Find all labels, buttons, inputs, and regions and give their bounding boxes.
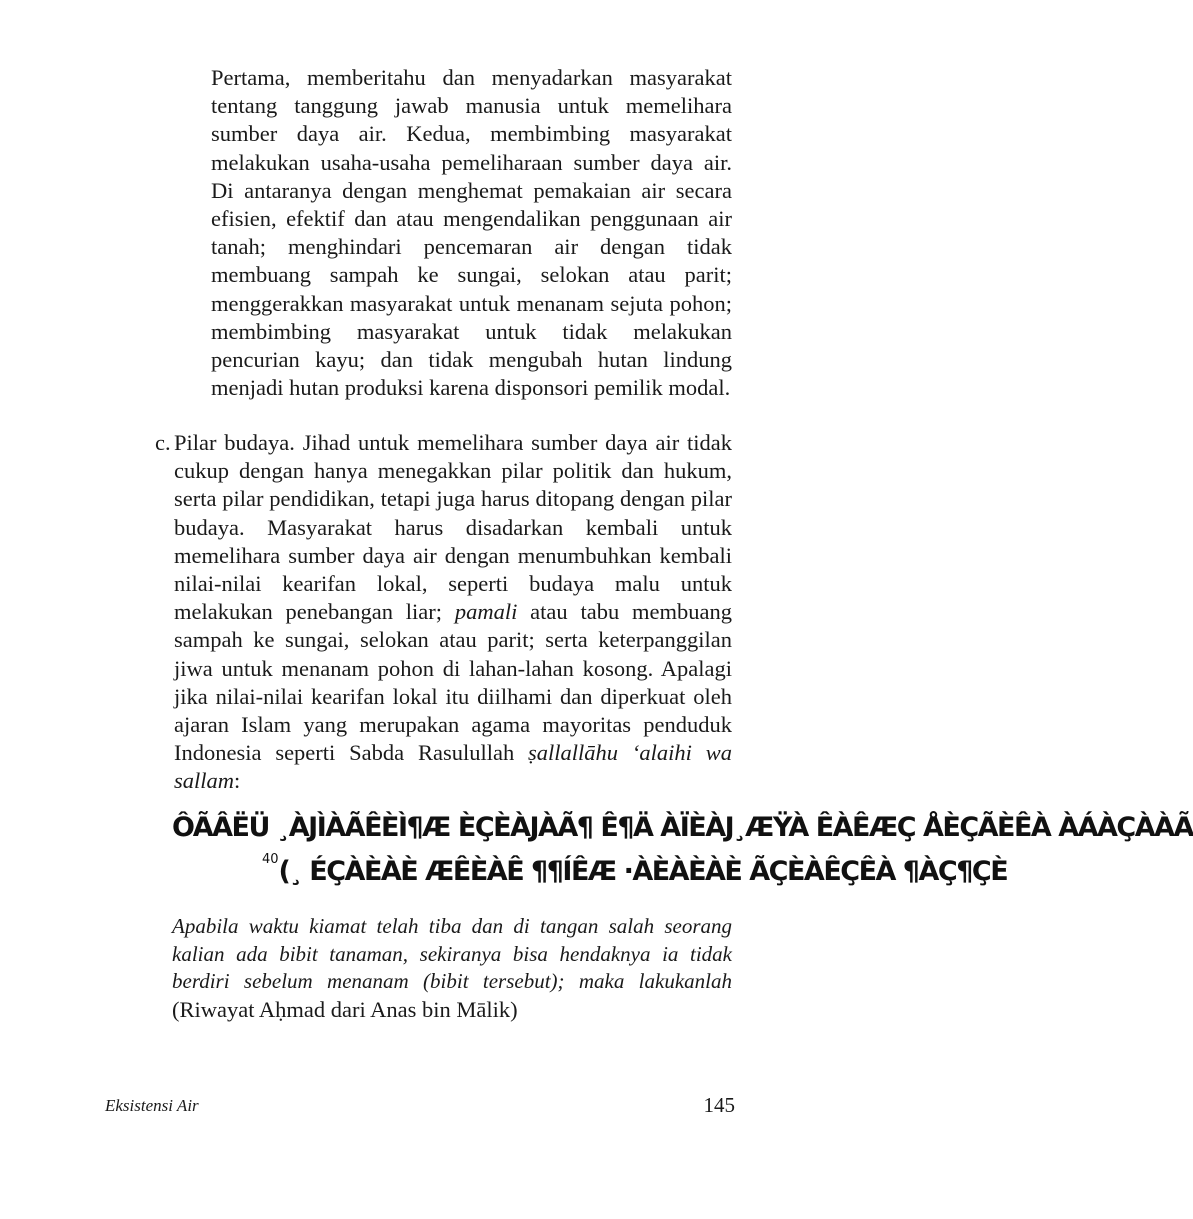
list-item-c <box>155 429 732 796</box>
item-italic-honorific: ṣallallāhu ‘alaihi wa sallam <box>174 740 732 794</box>
item-text-part-3: : <box>234 768 241 794</box>
item-italic-term-pamali: pamali <box>454 599 518 625</box>
intro-paragraph: Pertama, memberitahu dan menyadarkan masyarakat tentang tanggung jawab manusia untuk memelihara sumber daya air. Kedua, membimbing masyarakat melakukan usaha-usaha pemeliharaan sumber daya air. Di antaranya dengan menghemat pemakaian air secara efisien, efektif dan atau mengendalikan penggunaan air tanah; menghindari pencemaran air dengan tidak membuang sampah ke sungai, selokan atau parit; menggerakkan masyarakat untuk menanam sejuta pohon; membimbing masyarakat untuk tidak melakukan pencurian kayu; dan tidak mengubah hutan lindung menjadi hutan produksi karena disponsori pemilik modal. <box>211 65 732 401</box>
page-number: 145 <box>703 1093 735 1117</box>
item-text-part-2: atau tabu membuang sampah ke sungai, selokan atau parit; serta keterpanggilan jiwa untuk menanam pohon di lahan-lahan kosong. Apalagi jika nilai-nilai kearifan lokal itu diilhami dan diperkuat oleh ajaran Islam yang merupakan agama mayoritas penduduk Indonesia seperti Sabda Rasulullah <box>174 599 732 766</box>
hadith-translation: Apabila waktu kiamat telah tiba dan di tangan salah seorang kalian ada bibit tanaman, sekiranya bisa hendaknya ia tidak berdiri sebelum menanam (bibit tersebut); maka lakukanlah <box>172 914 732 993</box>
list-marker: c. <box>155 430 171 455</box>
footnote-marker: 40 <box>262 852 279 867</box>
running-footer-title: Eksistensi Air <box>105 1096 199 1115</box>
item-term: Pilar budaya. <box>174 430 295 455</box>
arabic-hadith-line-1: ÔÃÂËÜ ¸ÀJÌÀÃÊÈÌ¶Æ ÈÇÈÀJÀÃ¶ Ê¶Ä ÀÏÈÀJ¸ÆŸÀ ÊÀÊÆÇ ÅÈÇÃÈÊÀ ÀÁÀÇÀÀÃ <box>172 812 1193 843</box>
item-text-part-1: Jihad untuk memelihara sumber daya air tidak cukup dengan hanya menegakkan pilar politik dan hukum, serta pilar pendidikan, tetapi juga harus ditopang dengan pilar budaya. Masyarakat harus disadarkan kembali untuk memelihara sumber daya air dengan menumbuhkan kembali nilai-nilai kearifan lokal, seperti budaya malu untuk melakukan penebangan liar; <box>174 430 733 625</box>
arabic-hadith-line-2-text: (¸ ÉÇÀÈÀÈ ÆÊÈÀÊ ¶¶ÍÊÆ ·ÀÈÀÈÀÈ ÃÇÈÀÊÇÊÀ ¶ÀÇ¶ÇÈ <box>278 856 1008 887</box>
list-item-body <box>174 429 732 796</box>
arabic-hadith-line-2 <box>262 850 1008 894</box>
hadith-source: (Riwayat Aḥmad dari Anas bin Mālik) <box>172 997 518 1022</box>
